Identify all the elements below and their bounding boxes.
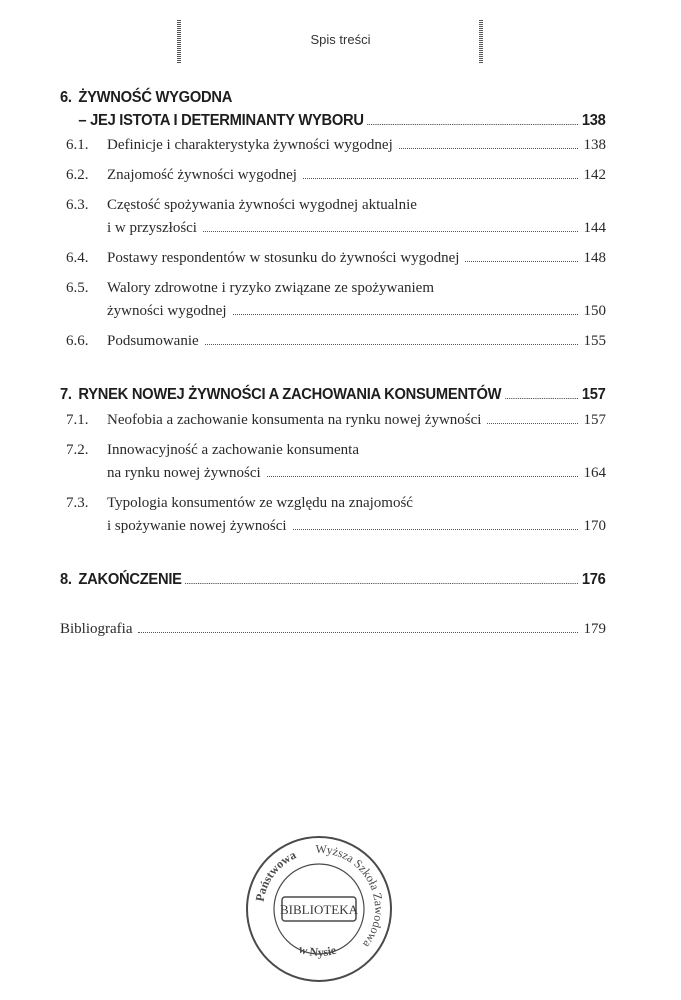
entry-number: 6.5. xyxy=(66,280,89,296)
entry-page: 164 xyxy=(583,465,606,481)
entry-page: 144 xyxy=(583,220,606,236)
toc-entry-6-6 xyxy=(60,330,606,353)
chapter-page: 138 xyxy=(581,112,606,129)
toc-entry-6-5 xyxy=(60,277,606,323)
toc-entry-7-1 xyxy=(60,409,606,432)
entry-number: 6.1. xyxy=(66,137,89,153)
chapter-title-line xyxy=(60,109,606,132)
chapter-page: 176 xyxy=(581,571,606,588)
chapter-title-line xyxy=(60,383,606,406)
dot-leader xyxy=(205,344,578,345)
toc-entry-7-3 xyxy=(60,492,606,538)
dot-leader xyxy=(487,423,577,424)
entry-title: Podsumowanie xyxy=(107,333,199,349)
dot-leader xyxy=(185,583,578,584)
toc-entry-6-2 xyxy=(60,164,606,187)
entry-title: Neofobia a zachowanie konsumenta na rynku nowej żywności xyxy=(107,412,482,428)
dot-leader xyxy=(399,148,578,149)
header-title: Spis treści xyxy=(310,32,371,47)
entry-number: 6.4. xyxy=(66,250,89,266)
chapter-number: 7. xyxy=(60,386,72,403)
entry-title: Znajomość żywności wygodnej xyxy=(107,167,297,183)
chapter-8 xyxy=(60,568,606,591)
stamp-bottom-text: w Nysie xyxy=(296,941,338,960)
library-stamp xyxy=(244,834,394,984)
dot-leader xyxy=(138,632,577,633)
entry-title-continued: na rynku nowej żywności xyxy=(107,465,261,481)
dot-leader xyxy=(367,124,578,125)
chapter-title-line xyxy=(60,568,606,591)
table-of-contents xyxy=(60,86,606,641)
entry-title-continued: i spożywanie nowej żywności xyxy=(107,518,287,534)
chapter-title: ŻYWNOŚĆ WYGODNA xyxy=(78,89,233,106)
entry-number: 6.6. xyxy=(66,333,89,349)
entry-number: 6.3. xyxy=(66,197,89,213)
dot-leader xyxy=(465,261,577,262)
dot-leader xyxy=(203,231,578,232)
dot-leader xyxy=(233,314,578,315)
chapter-6 xyxy=(60,86,606,353)
entry-number: 7.3. xyxy=(66,495,89,511)
chapter-title-continued: – JEJ ISTOTA I DETERMINANTY WYBORU xyxy=(78,112,364,129)
bibliography-entry xyxy=(60,618,606,641)
entry-page: 142 xyxy=(583,167,606,183)
entry-page: 150 xyxy=(583,303,606,319)
entry-page: 155 xyxy=(583,333,606,349)
toc-entry-7-2 xyxy=(60,439,606,485)
entry-title-continued: żywności wygodnej xyxy=(107,303,227,319)
entry-page: 138 xyxy=(583,137,606,153)
chapter-number: 6. xyxy=(60,89,72,106)
entry-number: 7.1. xyxy=(66,412,89,428)
header-right-rule xyxy=(479,20,483,64)
toc-entry-6-1 xyxy=(60,134,606,157)
chapter-7 xyxy=(60,383,606,538)
entry-title-continued: i w przyszłości xyxy=(107,220,197,236)
chapter-number: 8. xyxy=(60,571,72,588)
entry-page: 170 xyxy=(583,518,606,534)
dot-leader xyxy=(505,398,578,399)
stamp-left-text: Państwowa xyxy=(252,847,299,903)
entry-title: Walory zdrowotne i ryzyko związane ze spożywaniem xyxy=(107,280,434,296)
chapter-title: ZAKOŃCZENIE xyxy=(78,571,182,588)
entry-page: 148 xyxy=(583,250,606,266)
stamp-center-text: BIBLIOTEKA xyxy=(280,902,358,917)
entry-title: Typologia konsumentów ze względu na znajomość xyxy=(107,495,413,511)
dot-leader xyxy=(267,476,578,477)
chapter-page: 157 xyxy=(581,386,606,403)
entry-title: Innowacyjność a zachowanie konsumenta xyxy=(107,442,359,458)
chapter-title: RYNEK NOWEJ ŻYWNOŚCI A ZACHOWANIA KONSUMENTÓW xyxy=(78,386,502,403)
entry-title: Postawy respondentów w stosunku do żywności wygodnej xyxy=(107,250,460,266)
bibliography-page: 179 xyxy=(583,621,606,637)
stamp-top-text: Wyższa Szkoła Zawodowa xyxy=(315,841,387,951)
chapter-title-line xyxy=(60,86,606,109)
page-header xyxy=(0,18,681,68)
entry-title: Definicje i charakterystyka żywności wygodnej xyxy=(107,137,393,153)
dot-leader xyxy=(303,178,578,179)
entry-number: 7.2. xyxy=(66,442,89,458)
toc-entry-6-3 xyxy=(60,194,606,240)
entry-title: Częstość spożywania żywności wygodnej aktualnie xyxy=(107,197,417,213)
entry-page: 157 xyxy=(583,412,606,428)
bibliography-label: Bibliografia xyxy=(60,621,133,637)
dot-leader xyxy=(293,529,578,530)
toc-entry-6-4 xyxy=(60,247,606,270)
entry-number: 6.2. xyxy=(66,167,89,183)
